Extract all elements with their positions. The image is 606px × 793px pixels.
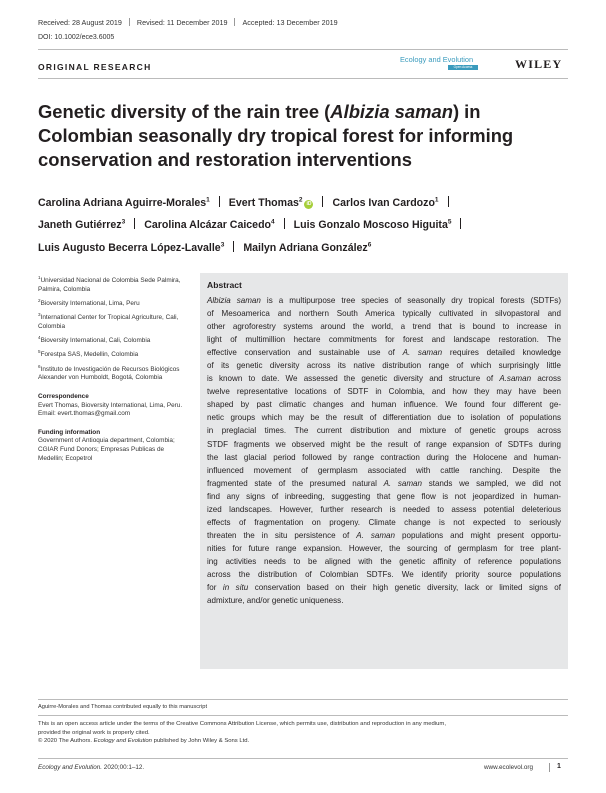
page-separator: [549, 763, 550, 772]
citation-journal: Ecology and Evolution.: [38, 764, 103, 771]
author-separator: [460, 218, 461, 229]
abstract-line: shaped by past climatic changes and human influence. We found four different ge-: [207, 400, 561, 410]
journal-website-link[interactable]: www.ecolevol.org: [484, 764, 533, 771]
affiliation-marker: 2: [298, 196, 303, 203]
abstract-line: light of multimillion hectare commitments for forest and landscape restoration. The: [207, 335, 561, 345]
abstract-line: across the distribution of Colombian SDTFs. We identify priority source populations: [207, 569, 561, 579]
date-separator: [234, 18, 235, 26]
article-sidebar: [38, 274, 190, 463]
divider: [38, 49, 568, 50]
affiliation-text: Bioversity International, Cali, Colombia: [40, 337, 151, 345]
abstract-line: effects of fragmentation on progeny. Climate change is not expected to seriously: [207, 517, 561, 527]
abstract-line: of Mesoamerica and northern South America typically cultivated in silvopastoral and: [207, 309, 561, 319]
article-title: [38, 100, 568, 172]
author[interactable]: [243, 242, 371, 254]
received-date: Received: 28 August 2019: [38, 18, 122, 27]
title-part1: Genetic diversity of the rain tree (: [38, 101, 331, 122]
divider: [38, 715, 568, 716]
abstract-line: influenced movement of germplasm associated with cattle ranching. Despite the: [207, 465, 561, 475]
affiliation: [38, 334, 190, 346]
correspondence-text: Evert Thomas, Bioversity International, Lima, Peru.: [38, 401, 183, 409]
author-name[interactable]: Carlos Ivan Cardozo: [332, 196, 435, 209]
affiliation-number: 3: [38, 312, 41, 318]
affiliation: [38, 297, 190, 309]
author[interactable]: [38, 242, 224, 254]
author-separator: [322, 196, 323, 207]
affiliation-marker: 5: [447, 218, 452, 226]
citation-details: 2020;00:1–12.: [102, 764, 145, 771]
author-separator: [448, 196, 449, 207]
funding-heading: Funding information: [38, 428, 101, 436]
abstract-line: of its genetic diversity across its native distribution range of which surprisingly little: [207, 361, 561, 371]
title-species: Albizia saman: [330, 101, 453, 122]
abstract-line: twelve representative locations of SDTF in Colombia, and how they may have been: [207, 387, 561, 397]
divider: [38, 758, 568, 759]
affiliation-number: 2: [38, 297, 41, 303]
affiliation-number: 6: [38, 363, 41, 369]
correspondence-email[interactable]: Email: evert.thomas@gmail.com: [38, 410, 131, 418]
author-name[interactable]: Evert Thomas: [228, 196, 299, 209]
author-list: [38, 190, 573, 258]
author-name[interactable]: Carolina Alcázar Caicedo: [144, 219, 272, 232]
affiliation-marker: 3: [220, 241, 225, 249]
abstract-line: threaten the in situ persistence of A. saman populations and might present opportu-: [207, 530, 562, 540]
abstract-line: other agroforestry systems around the world, a trend that is bound to increase in: [207, 322, 561, 332]
copyright-line: © 2020 The Authors. Ecology and Evolution published by John Wiley & Sons Ltd.: [38, 738, 250, 745]
affiliation-marker: 1: [434, 196, 439, 203]
affiliation-number: 1: [38, 275, 41, 280]
page-number: 1: [557, 763, 561, 770]
author-separator: [134, 218, 135, 229]
affiliation-text: Forestpa SAS, Medellin, Colombia: [40, 351, 139, 359]
affiliation: [38, 363, 190, 383]
affiliation: [38, 274, 190, 294]
abstract-line: STDF fragments we observed might be the result of range expansion of SDTFs during: [207, 439, 561, 449]
author[interactable]: [332, 197, 438, 209]
journal-name: Ecology and Evolution: [400, 55, 474, 64]
correspondence-heading: Correspondence: [38, 393, 89, 401]
author-separator: [219, 196, 220, 207]
author[interactable]: [229, 197, 314, 209]
abstract-line: admixture, and/or genetic uniqueness.: [207, 596, 344, 606]
abstract-line: fragmented state of the presumed natural A. saman stands we sampled, we did not: [207, 478, 561, 488]
affiliation: [38, 348, 190, 360]
author-name[interactable]: Mailyn Adriana González: [243, 241, 368, 254]
abstract-line: ized landscapes. However, further research is needed to assess potential deleterious: [207, 504, 561, 514]
author-name[interactable]: Janeth Gutiérrez: [38, 219, 122, 232]
abstract-line: in preglacial times. The current distribution and mixture of genetic groups across: [207, 426, 561, 436]
published-journal: Ecology and Evolution: [93, 738, 152, 745]
abstract-line: nities for future range expansion. However, the sourcing of germplasm for tree plant-: [207, 543, 561, 553]
affiliation: [38, 311, 190, 331]
abstract-heading: Abstract: [207, 280, 242, 290]
abstract-line: netic groups which may be the result of differentiation due to isolation of populations: [207, 413, 561, 423]
license-note: [38, 720, 568, 746]
affiliation-marker: 1: [206, 196, 210, 203]
author-separator: [233, 241, 234, 252]
affiliation-marker: 4: [271, 218, 275, 226]
title-part2: ) in Colombian seasonally dry tropical forest for informing conservation and restoration interventions: [38, 101, 514, 170]
author[interactable]: [144, 219, 274, 231]
accepted-date: Accepted: 13 December 2019: [242, 18, 338, 27]
author[interactable]: [38, 219, 125, 231]
affiliation-marker: 3: [121, 218, 126, 226]
abstract-line: the last glacial period followed by range contraction during the Holocene and human-: [207, 452, 561, 462]
author[interactable]: [294, 219, 452, 231]
license-line: This is an open access article under the terms of the Creative Commons Attribution License, which permits use, distribution and reproduction in any medium,: [38, 721, 446, 727]
affiliation-text: International Center for Tropical Agriculture, Cali, Colombia: [38, 314, 179, 330]
author-name[interactable]: Luis Augusto Becerra López-Lavalle: [38, 241, 221, 254]
citation: [38, 764, 144, 771]
abstract-line: Albizia saman is a multipurpose tree species of seasonally dry tropical forests (SDTFs): [207, 296, 562, 305]
revised-date: Revised: 11 December 2019: [136, 18, 228, 27]
affiliation-number: 4: [38, 335, 41, 341]
divider: [38, 78, 568, 79]
affiliation-text: Bioversity International, Lima, Peru: [40, 300, 140, 308]
license-line: provided the original work is properly cited.: [38, 729, 150, 736]
divider: [38, 699, 568, 700]
doi[interactable]: DOI: 10.1002/ece3.6005: [38, 34, 115, 41]
author[interactable]: [38, 197, 210, 209]
abstract-line: is known to date. We assessed the genetic diversity and structure of A.saman across: [207, 374, 562, 384]
author-separator: [284, 218, 285, 229]
abstract-line: find any signs of inbreeding, suggesting that gene flow is not jeopardized in human-: [207, 491, 561, 501]
abstract-text: [207, 294, 561, 607]
orcid-icon[interactable]: iD: [306, 200, 312, 207]
affiliation-text: Universidad Nacional de Colombia Sede Palmira, Palmira, Colombia: [38, 277, 181, 293]
abstract-line: effective conservation and sustainable use of A. saman requires detailed knowledge: [207, 348, 561, 358]
affiliations: [38, 274, 190, 383]
abstract-line: ing activities needs to be aligned with the genetic affinity of reference populations: [207, 556, 561, 566]
open-access-badge: Open Access: [448, 65, 478, 70]
published-suffix: published by John Wiley & Sons Ltd.: [151, 738, 250, 745]
contribution-note: Aguirre-Morales and Thomas contributed equally to this manuscript: [38, 704, 208, 710]
affiliation-marker: 6: [367, 241, 372, 249]
journal-logo[interactable]: [400, 55, 480, 73]
publisher-logo: WILEY: [515, 57, 563, 71]
author-name[interactable]: Carolina Adriana Aguirre-Morales: [38, 196, 207, 209]
date-separator: [129, 18, 130, 26]
funding-text: Government of Antioquia department, Colombia; CGIAR Fund Donors; Empresas Publicas de Medellin; Ecopetrol: [38, 437, 175, 462]
affiliation-number: 5: [38, 349, 41, 355]
author-name[interactable]: Luis Gonzalo Moscoso Higuita: [293, 219, 448, 232]
section-label: ORIGINAL RESEARCH: [38, 62, 152, 72]
article-dates: [38, 18, 338, 27]
affiliation-text: Instituto de Investigación de Recursos Biológicos Alexander von Humboldt, Bogotá, Colombia: [38, 365, 180, 382]
abstract-line: for in situ conservation based on their high genetic diversity, lack or limited signs of: [207, 583, 561, 593]
